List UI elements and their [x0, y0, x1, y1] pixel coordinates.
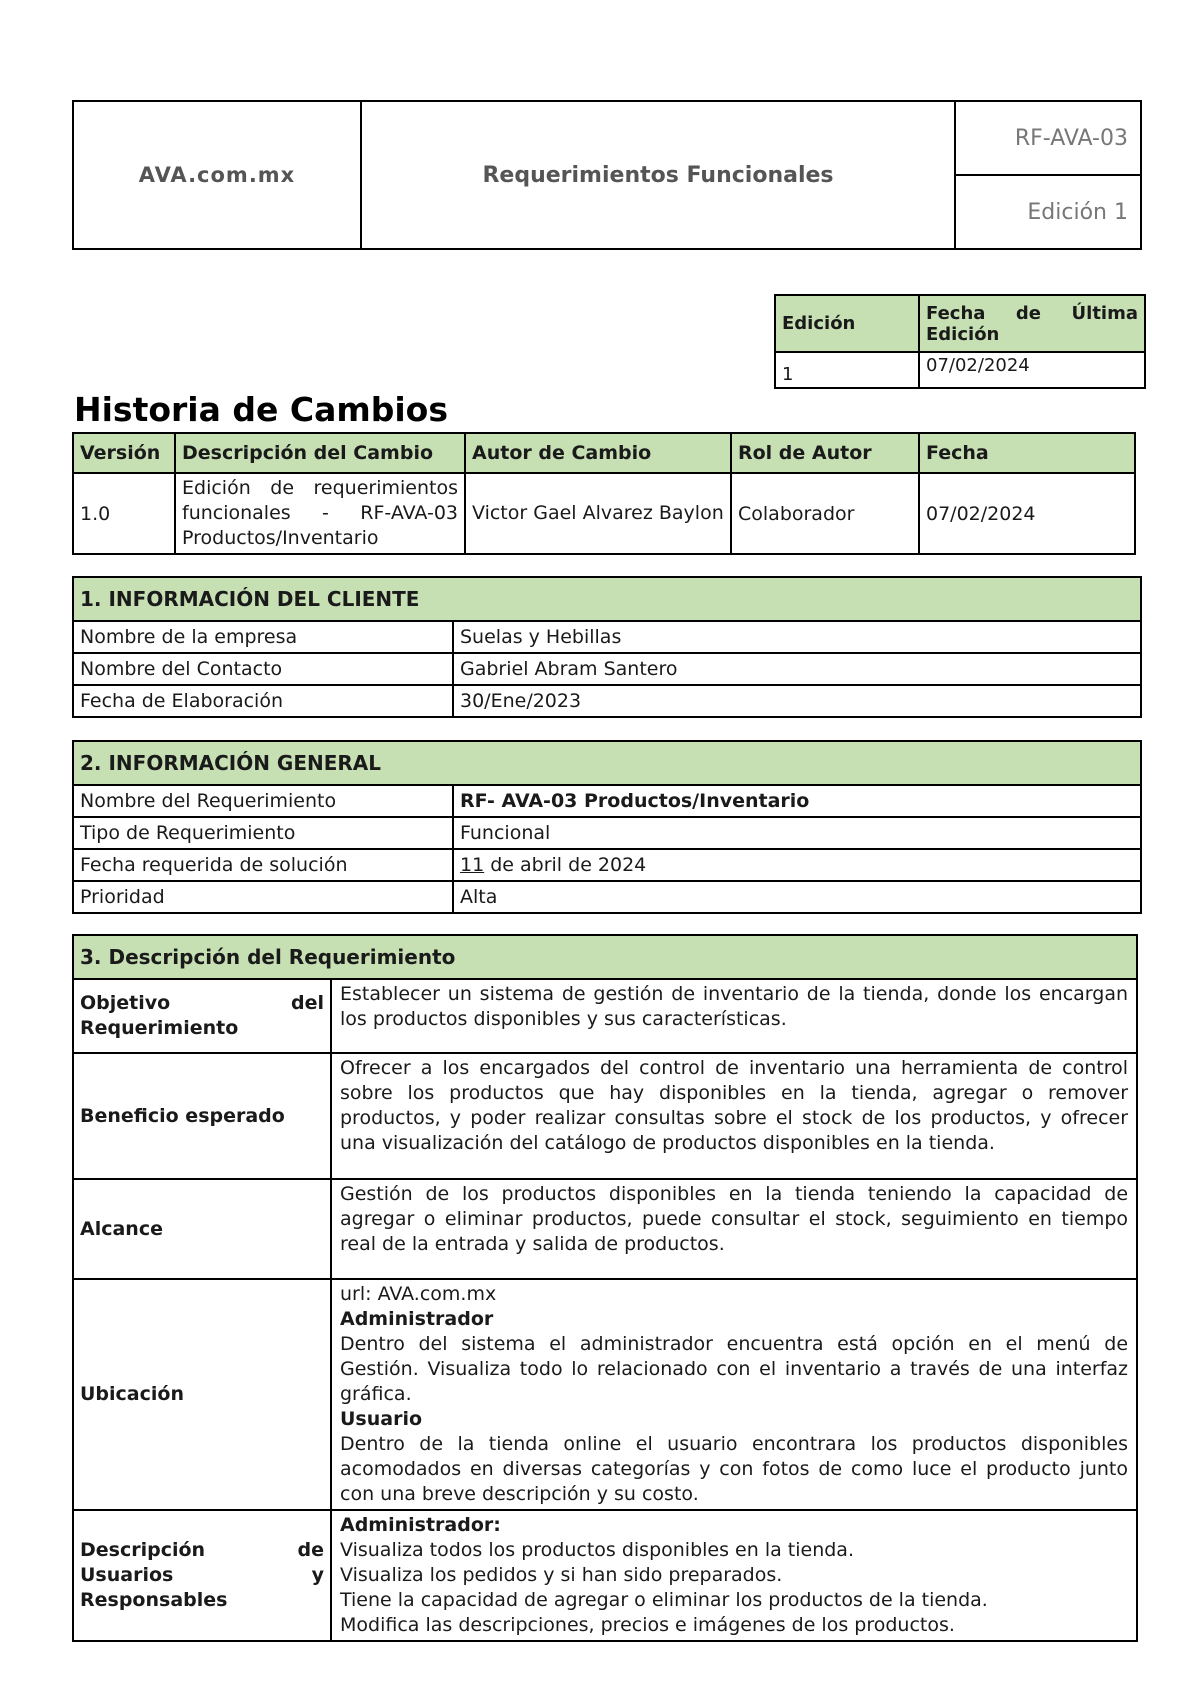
- general-info-title: 2. INFORMACIÓN GENERAL: [73, 741, 1141, 785]
- client-date-label: Fecha de Elaboración: [73, 685, 453, 717]
- table-row: [73, 473, 1135, 554]
- client-date-value: 30/Ene/2023: [453, 685, 1141, 717]
- benefit-label: Beneficio esperado: [73, 1053, 331, 1179]
- users-admin-title: Administrador:: [340, 1514, 501, 1536]
- table-row: [73, 881, 1141, 913]
- table-row: [73, 653, 1141, 685]
- document-title: Requerimientos Funcionales: [361, 101, 955, 249]
- client-contact-label: Nombre del Contacto: [73, 653, 453, 685]
- table-row: [73, 1510, 1137, 1641]
- client-company-label: Nombre de la empresa: [73, 621, 453, 653]
- location-url: url: AVA.com.mx: [340, 1283, 497, 1305]
- table-row: [73, 1279, 1137, 1510]
- objective-label: Objetivo del Requerimiento: [73, 979, 331, 1053]
- client-company-value: Suelas y Hebillas: [453, 621, 1141, 653]
- list-item: Modifica las descripciones, precios e imágenes de los productos.: [340, 1614, 955, 1636]
- history-header-version: Versión: [73, 433, 175, 473]
- scope-label: Alcance: [73, 1179, 331, 1279]
- document-edition: Edición 1: [955, 175, 1141, 249]
- table-row: [73, 785, 1141, 817]
- table-row: [73, 817, 1141, 849]
- history-title: Historia de Cambios: [74, 390, 448, 429]
- history-header-role: Rol de Autor: [731, 433, 919, 473]
- edition-value: 1: [775, 352, 919, 388]
- benefit-text: Ofrecer a los encargados del control de inventario una herramienta de control sobre los productos que hay disponibles en la tienda, agregar o remover productos, y poder realizar consultas sobre el stock de los productos, y ofrecer una visualización del catálogo de productos disponibles en la tienda.: [331, 1053, 1137, 1179]
- client-info-table: [72, 576, 1142, 718]
- history-role: Colaborador: [731, 473, 919, 554]
- users-label: Descripción de Usuarios y Responsables: [73, 1510, 331, 1641]
- client-info-title: 1. INFORMACIÓN DEL CLIENTE: [73, 577, 1141, 621]
- edition-header: Edición: [775, 295, 919, 352]
- table-row: [73, 685, 1141, 717]
- requirement-name-label: Nombre del Requerimiento: [73, 785, 453, 817]
- description-title: 3. Descripción del Requerimiento: [73, 935, 1137, 979]
- users-text: [331, 1510, 1137, 1641]
- history-header-row: [73, 433, 1135, 473]
- list-item: Tiene la capacidad de agregar o eliminar los productos de la tienda.: [340, 1589, 988, 1611]
- table-row: [73, 849, 1141, 881]
- general-info-table: [72, 740, 1142, 914]
- location-user-text: Dentro de la tienda online el usuario encontrara los productos disponibles acomodados en diversas categorías y con fotos de como luce el producto junto con una breve descripción y su costo.: [340, 1433, 1129, 1505]
- scope-text: Gestión de los productos disponibles en la tienda teniendo la capacidad de agregar o eliminar productos, puede consultar el stock, seguimiento en tiempo real de la entrada y salida de productos.: [331, 1179, 1137, 1279]
- history-author: Victor Gael Alvarez Baylon: [465, 473, 731, 554]
- company-name: AVA.com.mx: [73, 101, 361, 249]
- table-row: [73, 1179, 1137, 1279]
- location-user-title: Usuario: [340, 1408, 423, 1430]
- history-header-author: Autor de Cambio: [465, 433, 731, 473]
- history-header-description: Descripción del Cambio: [175, 433, 465, 473]
- history-header-date: Fecha: [919, 433, 1135, 473]
- required-date-value: 11 de abril de 2024: [453, 849, 1141, 881]
- description-table: [72, 934, 1138, 1642]
- history-version: 1.0: [73, 473, 175, 554]
- requirement-type-value: Funcional: [453, 817, 1141, 849]
- table-row: [73, 1053, 1137, 1179]
- location-text: [331, 1279, 1137, 1510]
- requirement-name-value: RF- AVA-03 Productos/Inventario: [453, 785, 1141, 817]
- table-row: [73, 979, 1137, 1053]
- list-item: Visualiza los pedidos y si han sido preparados.: [340, 1564, 783, 1586]
- last-edition-date-header: Fecha de Última Edición: [919, 295, 1145, 352]
- priority-label: Prioridad: [73, 881, 453, 913]
- table-row: [73, 621, 1141, 653]
- document-code: RF-AVA-03: [955, 101, 1141, 175]
- client-contact-value: Gabriel Abram Santero: [453, 653, 1141, 685]
- location-label: Ubicación: [73, 1279, 331, 1510]
- location-admin-title: Administrador: [340, 1308, 494, 1330]
- objective-text: Establecer un sistema de gestión de inventario de la tienda, donde los encargan los productos disponibles y sus características.: [331, 979, 1137, 1053]
- priority-value: Alta: [453, 881, 1141, 913]
- document-header: [72, 100, 1142, 250]
- history-description: Edición de requerimientos funcionales - RF-AVA-03 Productos/Inventario: [175, 473, 465, 554]
- list-item: Visualiza todos los productos disponibles en la tienda.: [340, 1539, 854, 1561]
- last-edition-date-value: 07/02/2024: [919, 352, 1145, 388]
- history-date: 07/02/2024: [919, 473, 1135, 554]
- edition-table: [774, 294, 1146, 389]
- location-admin-text: Dentro del sistema el administrador encuentra está opción en el menú de Gestión. Visualiza todo lo relacionado con el inventario a través de una interfaz gráfica.: [340, 1333, 1129, 1405]
- requirement-type-label: Tipo de Requerimiento: [73, 817, 453, 849]
- required-date-label: Fecha requerida de solución: [73, 849, 453, 881]
- history-table: [72, 432, 1136, 555]
